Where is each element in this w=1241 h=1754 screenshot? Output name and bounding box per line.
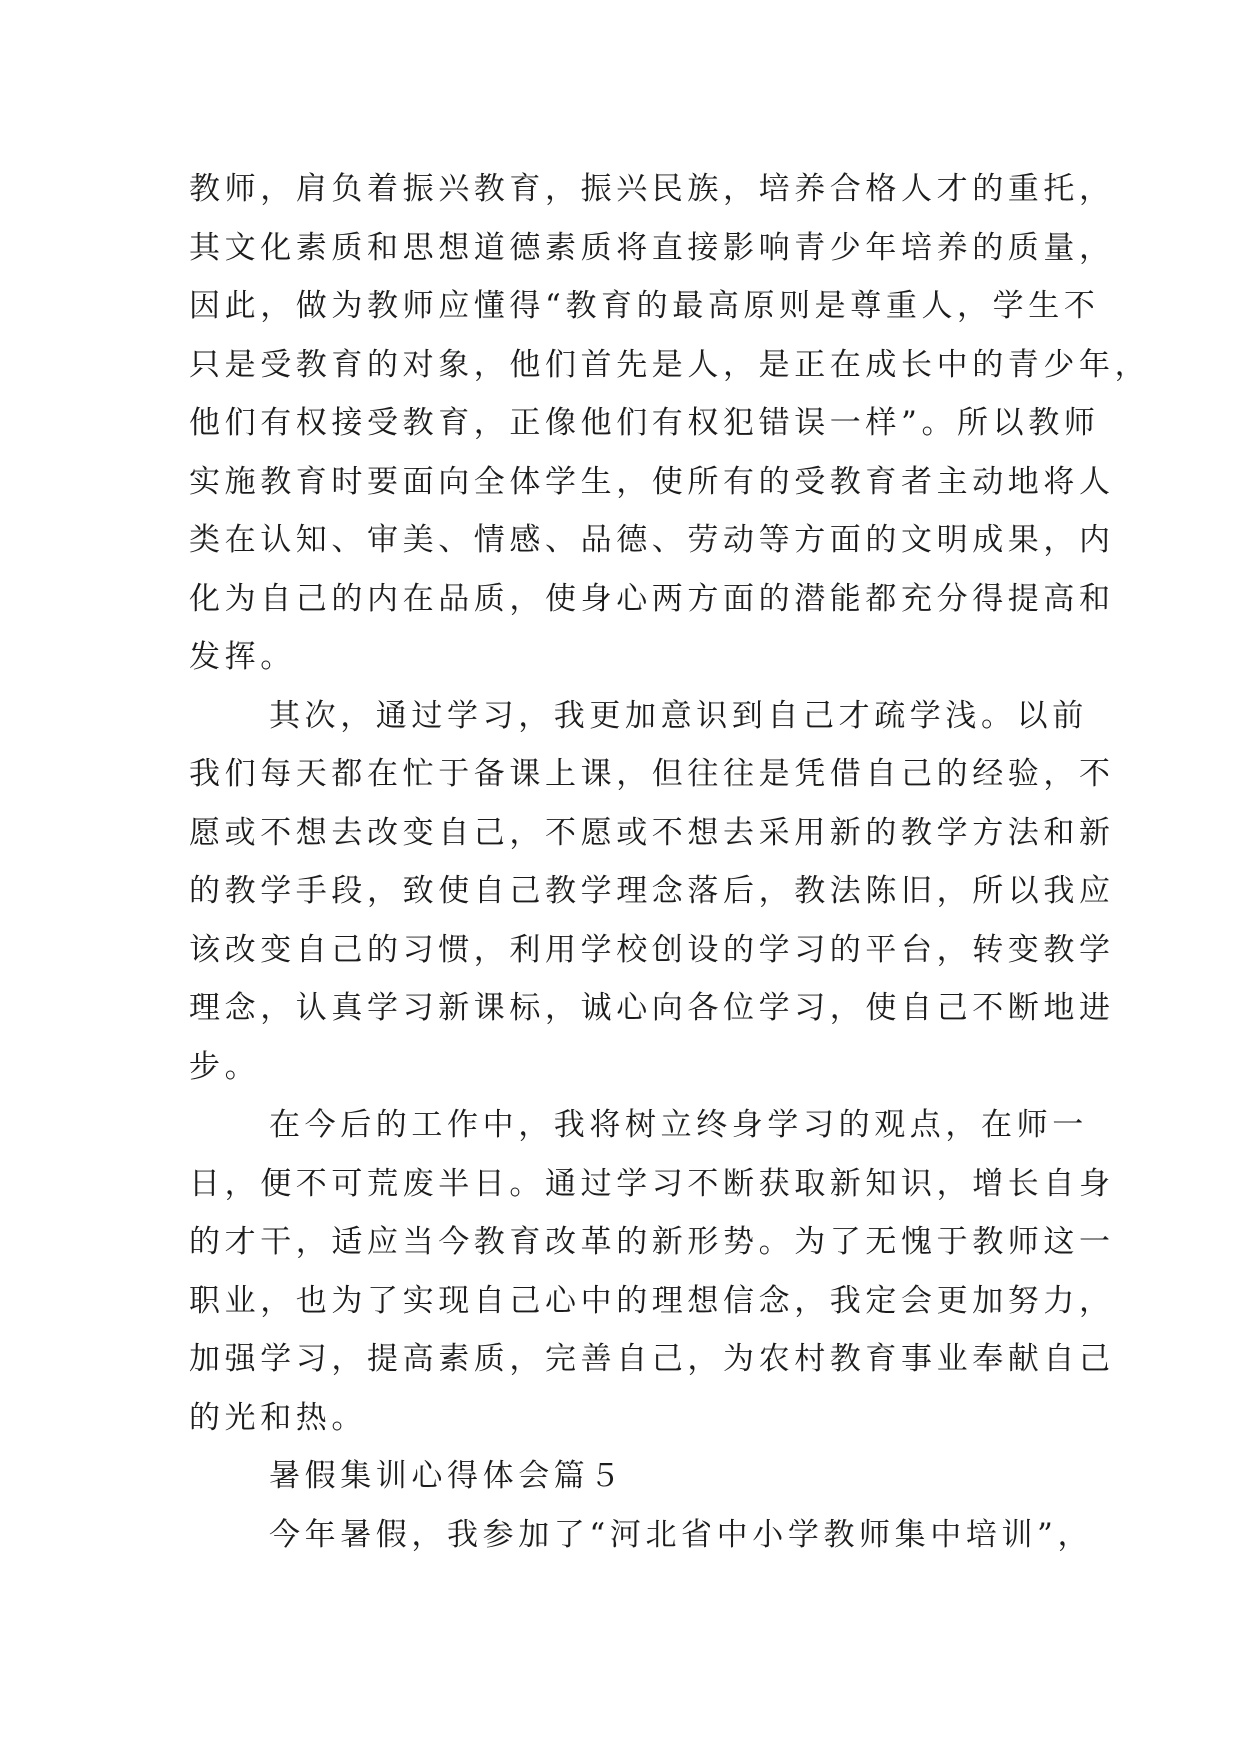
text-line: 日，便不可荒废半日。通过学习不断获取新知识，增长自身 [189, 1165, 1115, 1202]
text-line: 暑假集训心得体会篇５ [269, 1458, 625, 1494]
paragraph-4 [189, 1506, 1094, 1565]
text-line: 愿或不想去改变自己，不愿或不想去采用新的教学方法和新 [189, 814, 1115, 851]
text-line: 该改变自己的习惯，利用学校创设的学习的平台，转变教学 [189, 931, 1115, 968]
text-line: 只是受教育的对象，他们首先是人，是正在成长中的青少年， [189, 346, 1151, 383]
text-line: 类在认知、审美、情感、品德、劳动等方面的文明成果，内 [189, 522, 1115, 558]
text-line: 因此，做为教师应懂得“教育的最高原则是尊重人，学生不 [189, 288, 1100, 324]
text-line: 发挥。 [189, 639, 296, 675]
text-line: 步。 [189, 1048, 261, 1085]
text-line: 的才干，适应当今教育改革的新形势。为了无愧于教师这一 [189, 1224, 1115, 1260]
text-line: 化为自己的内在品质，使身心两方面的潜能都充分得提高和 [189, 580, 1115, 617]
paragraph-2 [189, 687, 1115, 1097]
text-line: 我们每天都在忙于备课上课，但往往是凭借自己的经验，不 [189, 756, 1115, 792]
text-line: 在今后的工作中，我将树立终身学习的观点，在师一 [269, 1107, 1088, 1143]
text-line: 职业，也为了实现自己心中的理想信念，我定会更加努力， [189, 1282, 1115, 1319]
text-line: 的教学手段，致使自己教学理念落后，教法陈旧，所以我应 [189, 873, 1115, 909]
paragraph-3 [189, 1096, 1115, 1447]
text-line: 其次，通过学习，我更加意识到自己才疏学浅。以前 [269, 697, 1088, 734]
text-line: 实施教育时要面向全体学生，使所有的受教育者主动地将人 [189, 463, 1115, 500]
text-line: 理念，认真学习新课标，诚心向各位学习，使自己不断地进 [189, 990, 1115, 1026]
text-line: 今年暑假，我参加了“河北省中小学教师集中培训”， [269, 1516, 1094, 1553]
text-line: 的光和热。 [189, 1399, 367, 1436]
text-line: 其文化素质和思想道德素质将直接影响青少年培养的质量， [189, 229, 1115, 266]
text-line: 他们有权接受教育，正像他们有权犯错误一样”。所以教师 [189, 405, 1100, 441]
text-line: 教师，肩负着振兴教育，振兴民族，培养合格人才的重托， [189, 171, 1115, 207]
text-line: 加强学习，提高素质，完善自己，为农村教育事业奉献自己 [189, 1341, 1115, 1377]
document-body [189, 160, 1151, 1564]
section-heading [189, 1447, 1069, 1506]
paragraph-1 [189, 160, 1151, 687]
